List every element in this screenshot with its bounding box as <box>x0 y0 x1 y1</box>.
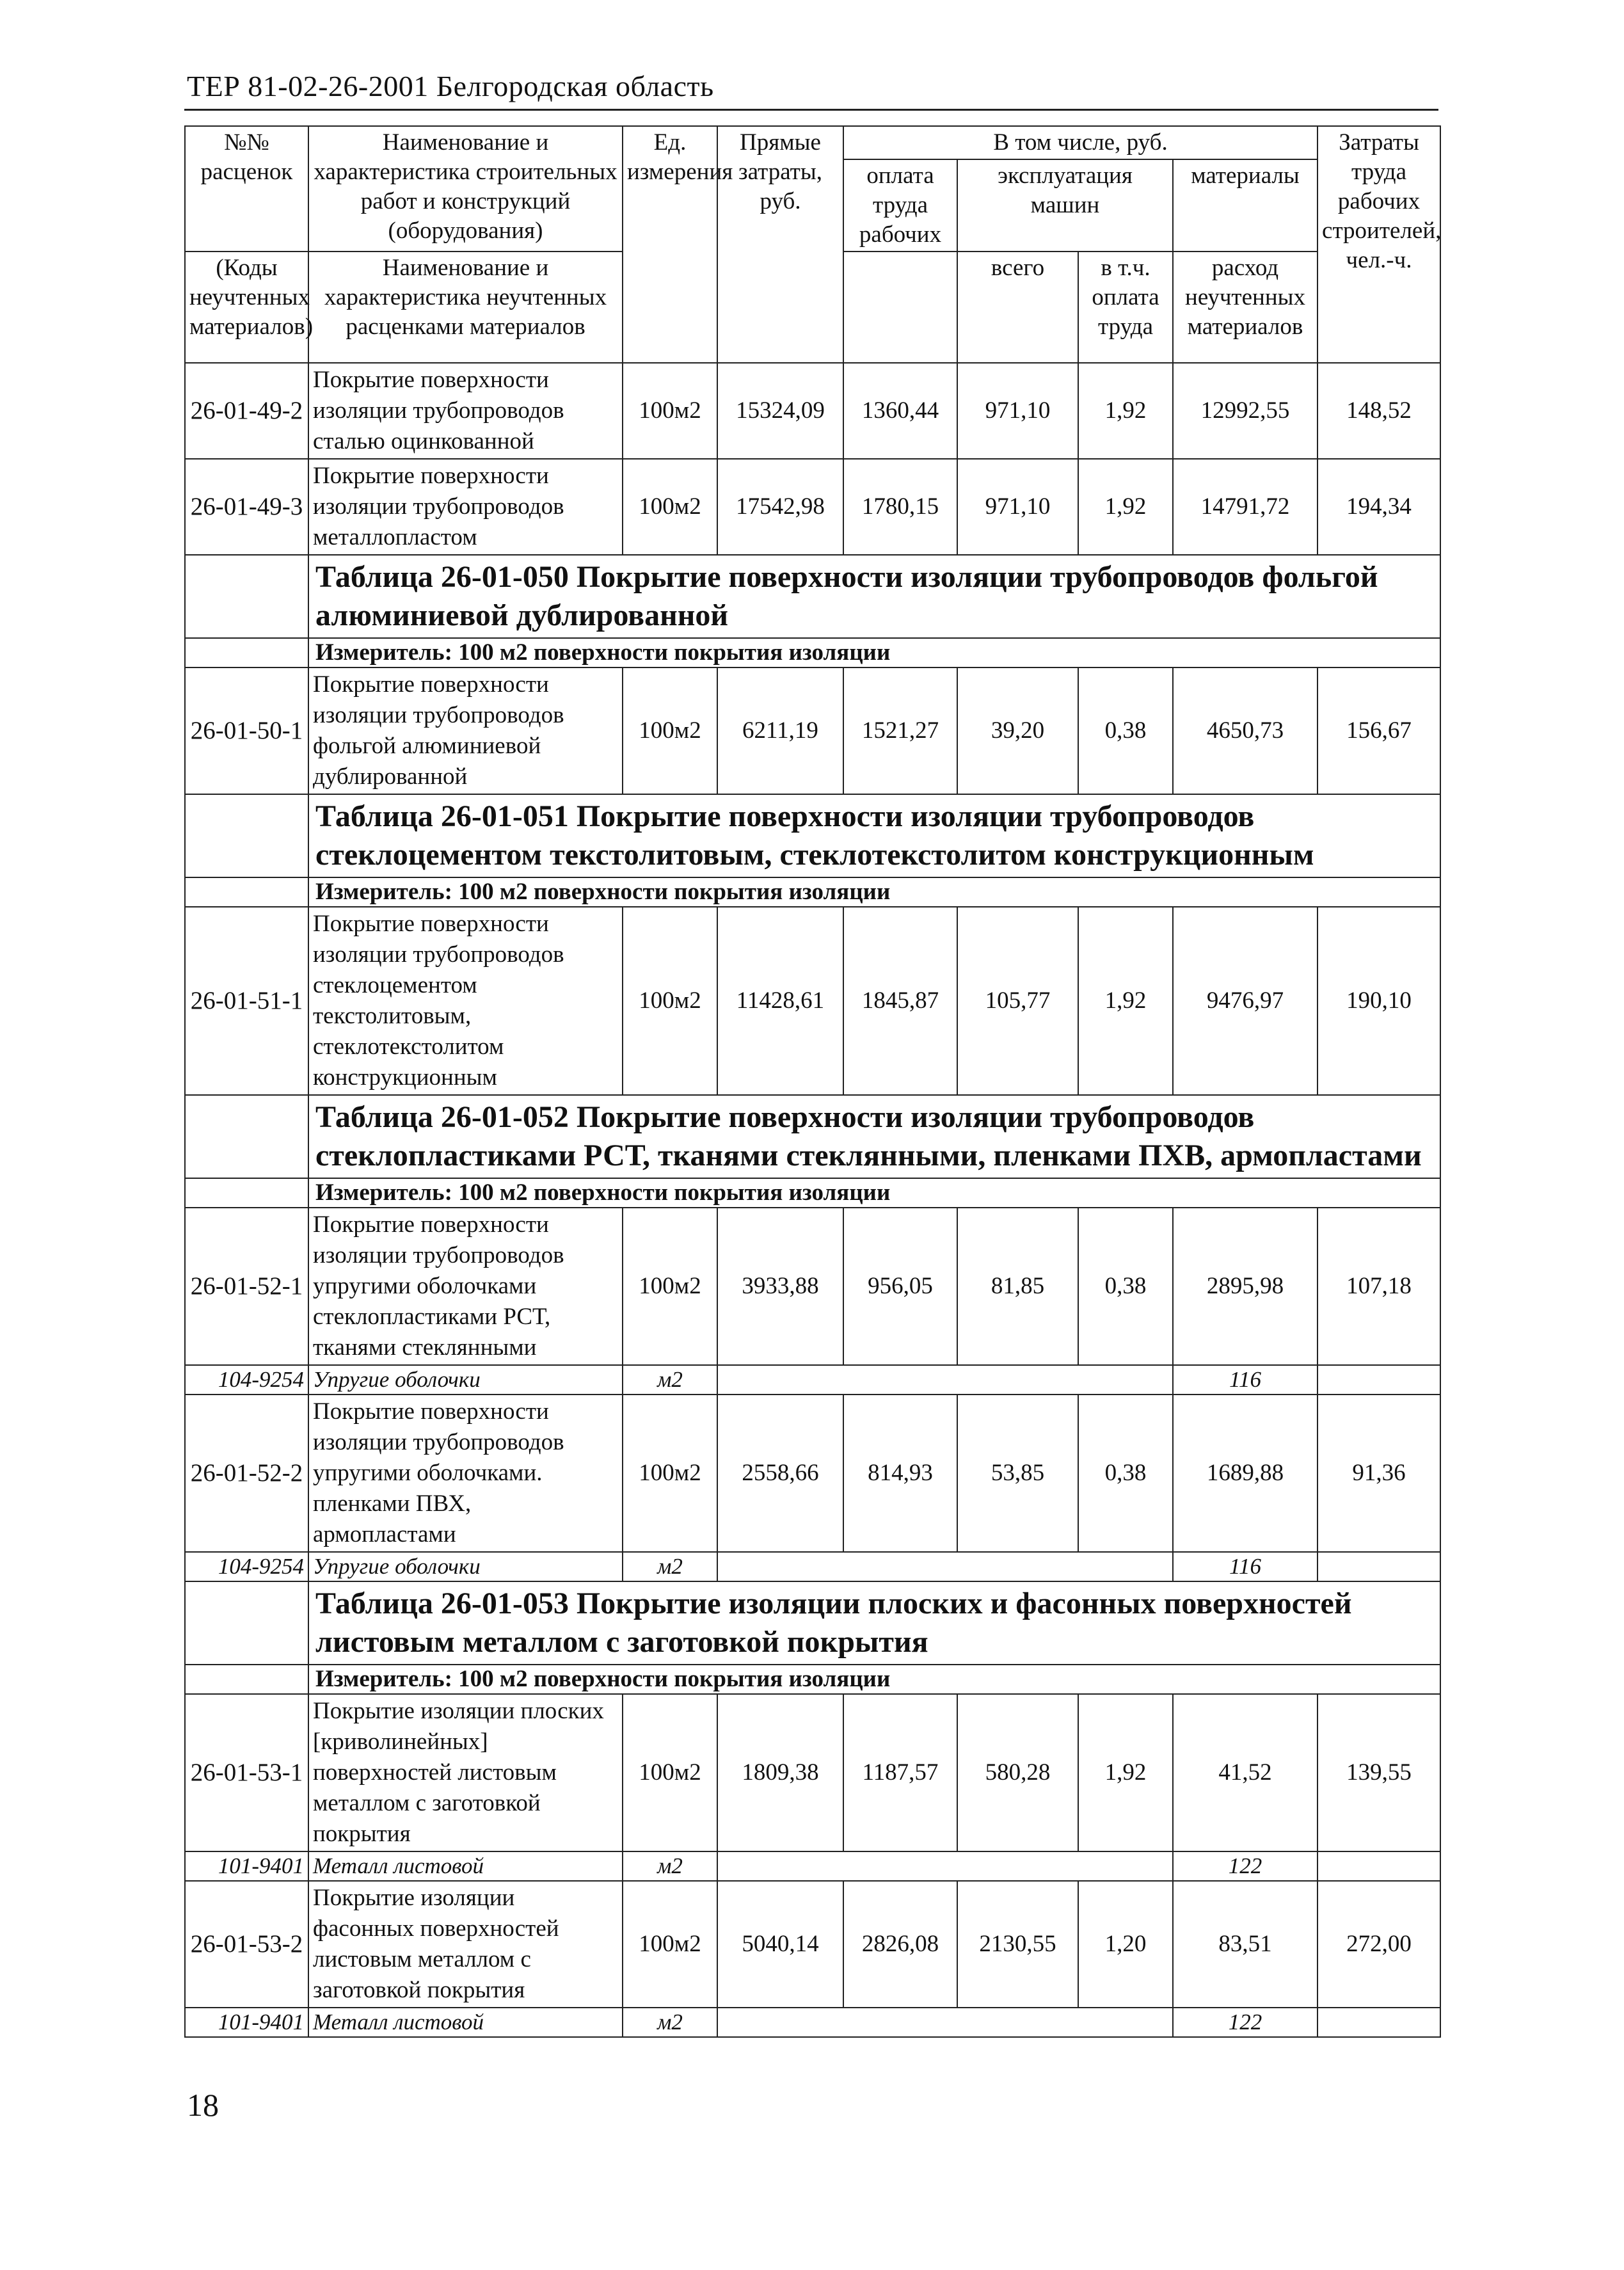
measure-row <box>185 877 1440 907</box>
direct-costs: 1809,38 <box>717 1694 843 1851</box>
rate-code: 26-01-53-2 <box>185 1881 308 2008</box>
machines-total: 39,20 <box>957 667 1078 794</box>
machines-total: 81,85 <box>957 1208 1078 1365</box>
col-header-empty <box>843 252 957 363</box>
col-header-total: всего <box>957 252 1078 363</box>
material-code: 104-9254 <box>185 1365 308 1395</box>
col-header-codes: (Коды неучтенных материалов) <box>185 252 308 363</box>
material-quantity: 122 <box>1173 1851 1318 1881</box>
material-name: Металл листовой <box>308 2008 623 2037</box>
material-row <box>185 2008 1440 2037</box>
wages: 1845,87 <box>843 907 957 1095</box>
empty-cell <box>1318 1552 1440 1581</box>
measure-row <box>185 1178 1440 1208</box>
machines-total: 971,10 <box>957 363 1078 459</box>
rate-code: 26-01-53-1 <box>185 1694 308 1851</box>
direct-costs: 6211,19 <box>717 667 843 794</box>
material-name: Упругие оболочки <box>308 1552 623 1581</box>
unit: 100м2 <box>623 1395 717 1552</box>
labor: 107,18 <box>1318 1208 1440 1365</box>
wages: 814,93 <box>843 1395 957 1552</box>
material-quantity: 122 <box>1173 2008 1318 2037</box>
work-name: Покрытие поверхности изоляции трубопроводов стеклоцементом текстолитовым, стеклотекстолитом конструкционным <box>308 907 623 1095</box>
empty-cell <box>717 1365 1173 1395</box>
rates-table <box>184 125 1441 2038</box>
work-name: Покрытие поверхности изоляции трубопроводов упругими оболочками стеклопластиками РСТ, тканями стеклянными <box>308 1208 623 1365</box>
wages: 956,05 <box>843 1208 957 1365</box>
table-title: Таблица 26-01-050 Покрытие поверхности изоляции трубопроводов фольгой алюминиевой дублированной <box>308 555 1440 638</box>
materials: 2895,98 <box>1173 1208 1318 1365</box>
col-header-labor: Затраты труда рабочих строителей, чел.-ч. <box>1318 126 1440 363</box>
empty-cell <box>185 555 308 638</box>
table-row <box>185 1395 1440 1552</box>
col-header-number: №№ расценок <box>185 126 308 252</box>
direct-costs: 5040,14 <box>717 1881 843 2008</box>
material-unit: м2 <box>623 2008 717 2037</box>
work-name: Покрытие поверхности изоляции трубопроводов сталью оцинкованной <box>308 363 623 459</box>
work-name: Покрытие изоляции фасонных поверхностей листовым металлом с заготовкой покрытия <box>308 1881 623 2008</box>
col-header-including: В том числе, руб. <box>843 126 1318 159</box>
direct-costs: 11428,61 <box>717 907 843 1095</box>
table-row <box>185 363 1440 459</box>
direct-costs: 17542,98 <box>717 459 843 555</box>
empty-cell <box>185 1665 308 1694</box>
table-row <box>185 1208 1440 1365</box>
machines-total: 105,77 <box>957 907 1078 1095</box>
materials: 4650,73 <box>1173 667 1318 794</box>
direct-costs: 3933,88 <box>717 1208 843 1365</box>
col-header-name: Наименование и характеристика строительных работ и конструкций (оборудования) <box>308 126 623 252</box>
material-code: 104-9254 <box>185 1552 308 1581</box>
labor: 148,52 <box>1318 363 1440 459</box>
rate-code: 26-01-52-1 <box>185 1208 308 1365</box>
material-name: Упругие оболочки <box>308 1365 623 1395</box>
header-row <box>185 126 1440 159</box>
empty-cell <box>185 1095 308 1178</box>
labor: 91,36 <box>1318 1395 1440 1552</box>
table-title-row <box>185 555 1440 638</box>
work-name: Покрытие поверхности изоляции трубопроводов упругими оболочками. пленками ПВХ, армопластами <box>308 1395 623 1552</box>
unit: 100м2 <box>623 1694 717 1851</box>
labor: 272,00 <box>1318 1881 1440 2008</box>
table-title-row <box>185 794 1440 877</box>
unit: 100м2 <box>623 1881 717 2008</box>
table-row <box>185 459 1440 555</box>
table-title-row <box>185 1095 1440 1178</box>
table-row <box>185 1694 1440 1851</box>
rate-code: 26-01-52-2 <box>185 1395 308 1552</box>
unit: 100м2 <box>623 907 717 1095</box>
materials: 83,51 <box>1173 1881 1318 2008</box>
col-header-incl-wages: в т.ч. оплата труда <box>1078 252 1173 363</box>
table-title: Таблица 26-01-051 Покрытие поверхности изоляции трубопроводов стеклоцементом текстолитовым, стеклотекстолитом конструкционным <box>308 794 1440 877</box>
direct-costs: 15324,09 <box>717 363 843 459</box>
wages: 2826,08 <box>843 1881 957 2008</box>
wages: 1521,27 <box>843 667 957 794</box>
empty-cell <box>717 1851 1173 1881</box>
table-title: Таблица 26-01-052 Покрытие поверхности изоляции трубопроводов стеклопластиками РСТ, тканями стеклянными, пленками ПХВ, армопластами <box>308 1095 1440 1178</box>
table-row <box>185 907 1440 1095</box>
unit: 100м2 <box>623 363 717 459</box>
wages: 1187,57 <box>843 1694 957 1851</box>
empty-cell <box>717 1552 1173 1581</box>
machines-total: 580,28 <box>957 1694 1078 1851</box>
col-header-material-name: Наименование и характеристика неучтенных расценками материалов <box>308 252 623 363</box>
page-header: ТЕР 81-02-26-2001 Белгородская область <box>187 70 714 102</box>
machines-wages: 0,38 <box>1078 1208 1173 1365</box>
table-row <box>185 667 1440 794</box>
col-header-unaccounted: расход неучтенных материалов <box>1173 252 1318 363</box>
material-quantity: 116 <box>1173 1552 1318 1581</box>
unit: 100м2 <box>623 1208 717 1365</box>
material-unit: м2 <box>623 1365 717 1395</box>
empty-cell <box>185 794 308 877</box>
labor: 194,34 <box>1318 459 1440 555</box>
empty-cell <box>717 2008 1173 2037</box>
material-quantity: 116 <box>1173 1365 1318 1395</box>
labor: 156,67 <box>1318 667 1440 794</box>
measure-row <box>185 638 1440 667</box>
col-header-wages: оплата труда рабочих <box>843 159 957 252</box>
machines-total: 971,10 <box>957 459 1078 555</box>
col-header-machines: эксплуатация машин <box>957 159 1173 252</box>
materials: 9476,97 <box>1173 907 1318 1095</box>
work-name: Покрытие изоляции плоских [криволинейных] поверхностей листовым металлом с заготовкой покрытия <box>308 1694 623 1851</box>
empty-cell <box>185 1581 308 1665</box>
material-code: 101-9401 <box>185 1851 308 1881</box>
rate-code: 26-01-50-1 <box>185 667 308 794</box>
materials: 12992,55 <box>1173 363 1318 459</box>
wages: 1780,15 <box>843 459 957 555</box>
materials: 1689,88 <box>1173 1395 1318 1552</box>
col-header-direct-costs: Прямые затраты, руб. <box>717 126 843 363</box>
machines-wages: 0,38 <box>1078 667 1173 794</box>
rate-code: 26-01-49-3 <box>185 459 308 555</box>
work-name: Покрытие поверхности изоляции трубопроводов фольгой алюминиевой дублированной <box>308 667 623 794</box>
machines-wages: 1,92 <box>1078 459 1173 555</box>
machines-wages: 1,92 <box>1078 363 1173 459</box>
material-code: 101-9401 <box>185 2008 308 2037</box>
work-name: Покрытие поверхности изоляции трубопроводов металлопластом <box>308 459 623 555</box>
machines-wages: 1,92 <box>1078 907 1173 1095</box>
empty-cell <box>185 1178 308 1208</box>
empty-cell <box>185 877 308 907</box>
table-title: Таблица 26-01-053 Покрытие изоляции плоских и фасонных поверхностей листовым металлом с заготовкой покрытия <box>308 1581 1440 1665</box>
machines-wages: 1,20 <box>1078 1881 1173 2008</box>
measure-unit: Измеритель: 100 м2 поверхности покрытия изоляции <box>308 638 1440 667</box>
machines-wages: 1,92 <box>1078 1694 1173 1851</box>
measure-unit: Измеритель: 100 м2 поверхности покрытия изоляции <box>308 877 1440 907</box>
machines-wages: 0,38 <box>1078 1395 1173 1552</box>
unit: 100м2 <box>623 667 717 794</box>
rate-code: 26-01-49-2 <box>185 363 308 459</box>
page-number: 18 <box>187 2087 219 2123</box>
material-unit: м2 <box>623 1552 717 1581</box>
empty-cell <box>1318 1365 1440 1395</box>
measure-unit: Измеритель: 100 м2 поверхности покрытия изоляции <box>308 1665 1440 1694</box>
material-name: Металл листовой <box>308 1851 623 1881</box>
empty-cell <box>1318 2008 1440 2037</box>
machines-total: 2130,55 <box>957 1881 1078 2008</box>
empty-cell <box>1318 1851 1440 1881</box>
unit: 100м2 <box>623 459 717 555</box>
labor: 190,10 <box>1318 907 1440 1095</box>
table-title-row <box>185 1581 1440 1665</box>
table-row <box>185 1881 1440 2008</box>
materials: 14791,72 <box>1173 459 1318 555</box>
wages: 1360,44 <box>843 363 957 459</box>
material-unit: м2 <box>623 1851 717 1881</box>
material-row <box>185 1851 1440 1881</box>
header-divider <box>184 109 1438 111</box>
col-header-unit: Ед. измерения <box>623 126 717 363</box>
direct-costs: 2558,66 <box>717 1395 843 1552</box>
col-header-materials: материалы <box>1173 159 1318 252</box>
measure-row <box>185 1665 1440 1694</box>
empty-cell <box>185 638 308 667</box>
material-row <box>185 1365 1440 1395</box>
material-row <box>185 1552 1440 1581</box>
machines-total: 53,85 <box>957 1395 1078 1552</box>
materials: 41,52 <box>1173 1694 1318 1851</box>
rate-code: 26-01-51-1 <box>185 907 308 1095</box>
labor: 139,55 <box>1318 1694 1440 1851</box>
measure-unit: Измеритель: 100 м2 поверхности покрытия изоляции <box>308 1178 1440 1208</box>
